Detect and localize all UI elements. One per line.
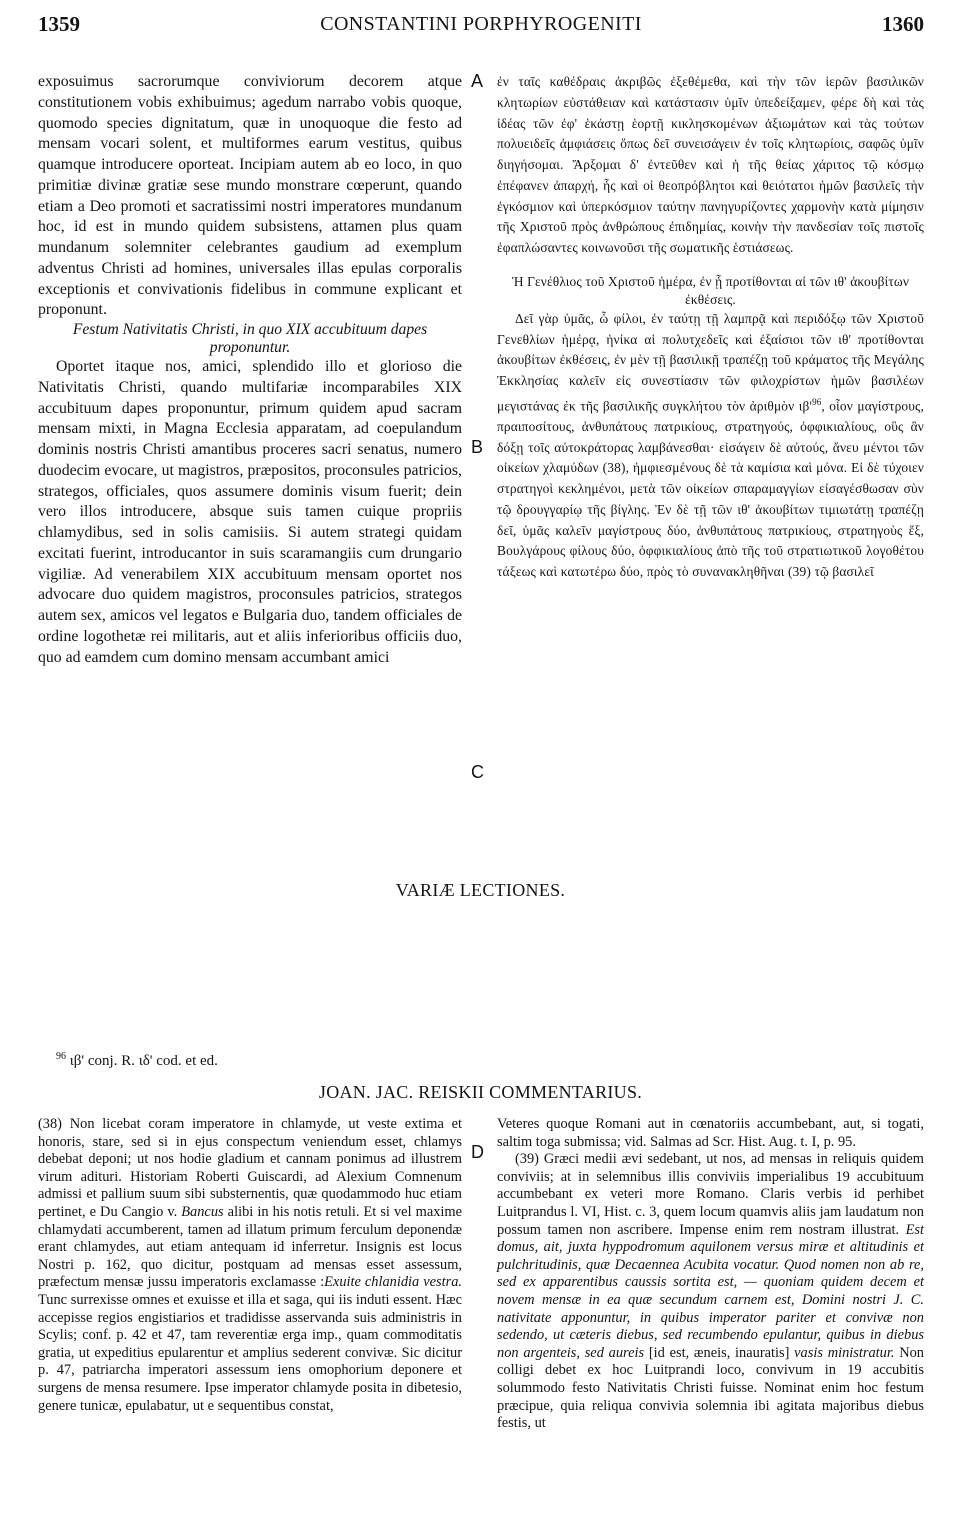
variant-number: 96 [56, 1051, 66, 1062]
greek-section-heading: Ἡ Γενέθλιος τοῦ Χριστοῦ ἡμέρα, ἐν ᾗ προτίθονται αἱ τῶν ιθ' ἀκουβίτων ἐκθέσεις. [511, 273, 910, 307]
margin-marker-b: B [471, 437, 484, 457]
footnote-ref-96: 96 [812, 396, 822, 407]
commentary-39-text-c: Non colligi debet ex hoc Luitprandi loco, convivum in 19 accubitis solummodo festo Nativitatis Christi fuisse. Nominat enim hoc festum præcipue, quia reliqua convivia solemnia ibi agitata majoribus diebus festis, ut [497, 1344, 925, 1432]
latin-paragraph-main: Oportet itaque nos, amici, splendido illo et glorioso die Nativitatis Christi, quando multifariæ incomparabiles XIX accubituum dapes proponuntur, primum quidem apud sacram mensam mixti, in Magna Ecclesia apparatam, ad coepulandum dominis nostris Christi amantibus proceres sacri senatus, numero duodecim evocare, ut magistros, præpositos, proconsules patricios, strategos, officiales, quos assumere dominis visum fuerit; dein vero illos introducere, absque suis tamen cuique propriis chlamydibus, sed in solis camisiis. Si autem strategi quidam excitati fuerint, introducantor in suis scaramangiis cum drungario vigiliæ. Ad venerabilem XIX accubituum mensam oportet nos advocare duo quidem magistros, proconsules patricios, strategos autem sex, amicos vel legatos e Bulgaria duo, tandem officiales de ordine logothetæ rei militaris, aut et aliis inferioribus officiis duo, quo ad eamdem cum domino mensam accumbant amici [38, 358, 462, 666]
commentary-note-39 [497, 1151, 924, 1433]
commentary-39-text-b: [id est, æneis, inauratis] [644, 1344, 795, 1361]
commentary-left-column [38, 1116, 462, 1415]
variant-reading [56, 1051, 218, 1070]
margin-marker-c: C [471, 762, 484, 782]
commentary-38-text-b: alibi in his notis retuli. Et si vel maxime chlamydati accumberent, tamen ad illatum primum ferculum deponendæ erant chlamydes, aut etiam antequam id inferretur. Insignis est locus Nostri p. 162, quo dicitur, postquam ad mensas esset assessum, præfectum mensæ jussu imperatoris exclamasse : [38, 1203, 462, 1291]
latin-paragraph-intro: exposuimus sacrorumque conviviorum decorem atque constitutionem vobis exhibuimus; agedum narrabo vobis quoque, quomodo species dignitatum, quæ in unoquoque die festo ad mensam vocari solent, et multiformes earum vestitus, quibus quamque introducere oporteat. Incipiam autem ab eo loco, in quo primitiæ divinæ gratiæ sese mundo monstrare cœperunt, quando etiam a Deo promoti et sacratissimi nostri imperatores mundanum hoc, id est in mundo quidem subsistens, attamen plus quam mundanum solemniter celebrantes gaudium ad exemplum adventus Christi ad homines, universales illas epulas corporalis exceptionis et convivationis fidelibus in commune explicant et proponunt. [38, 73, 462, 319]
commentary-39-text-a: (39) Græci medii ævi sedebant, ut nos, ad mensas in reliquis quidem conviviis; at in selemnibus illis conviviis imperialibus 19 accubituum accumbebant ex veteri more Romano. Claris verbis id perhibet Luitprandus l. VI, Hist. c. 3, quem locum quamvis aliis jam laudatum non possum tamen non ascribere. Impense enim rem nostram illustrat. [497, 1151, 924, 1238]
running-title: CONSTANTINI PORPHYROGENITI [320, 13, 642, 35]
greek-paragraph-main-b: , οἷον μαγίστρους, πραιποσίτους, ἀνθυπάτους πατρικίους, στρατηγούς, ὀφφικιαλίους, οὓς ἂν δόξῃ τοῖς αὐτοκράτορας λαμβάνεσθαι· εἰσάγειν δὲ αὐτούς, ἄνευ μέντοι τῶν οἰκείων χλαμύδων (38), ἠμφιεσμένους δὲ τὰ καμίσια καὶ μόνα. Εἰ δὲ τύχοιεν στρατηγοὶ κεκλημένοι, μετὰ τῶν οἰκείων σπαραμαγγίων εἰσαγέσθωσαν σὺν τῷ δρουγγαρίῳ τῆς βίγλης. Ἐν δὲ τῇ τῶν ιθ' ἀκουβίτων τιμιωτάτῃ τραπέζῃ δεῖ, ὑμᾶς καλεῖν μαγίστρους δύο, ἀνθυπάτους πατρικίους, στρατηγοὺς ἕξ, Βουλγάρους φίλους δύο, ὀφφικιαλίους ἀπὸ τῆς τοῦ στρατιωτικοῦ λογοθέτου τάξεως καὶ κατωτέρω δύο, πρὸς τὸ συνανακληθῆναι (39) τῷ βασιλεῖ [497, 398, 924, 580]
margin-marker-a: A [471, 71, 484, 91]
commentary-38-italic-a: Bancus [181, 1203, 224, 1220]
commentary-38-text-a: (38) Non licebat coram imperatore in chlamyde, ut veste extima et honoris, stare, sed si in ejus conspectum veniendum esset, chlamys debebat deponi; ut nos hodie gladium et cannam ponimus ad illustrem virum adituri. Historiam Roberti Guiscardi, ad Alexium Comnenum admissi et pallium suum sibi substernentis, quæ quodammodo huc etiam pertinet, e Du Cangio v. [38, 1116, 462, 1220]
margin-marker-d: D [471, 1142, 484, 1162]
commentary-39-italic-b: vasis ministratur. [794, 1344, 895, 1361]
commentary-title: JOAN. JAC. REISKII COMMENTARIUS. [318, 1082, 643, 1102]
commentary-38-italic-b: Exuite chlanidia vestra. [324, 1274, 463, 1291]
latin-section-heading: Festum Nativitatis Christi, in quo XIX accubituum dapes proponuntur. [72, 321, 428, 356]
variant-text: ιβ' conj. R. ιδ' cod. et ed. [69, 1053, 218, 1069]
variae-lectiones-title: VARIÆ LECTIONES. [395, 880, 566, 900]
commentary-right-column [497, 1116, 924, 1433]
page-number-left: 1359 [38, 12, 80, 36]
commentary-38-text-c: Tunc surrexisse omnes et exuisse et illa et saga, qui iis induti essent. Hæc accepisse regios engistiarios et tradidisse asservanda suis administris in Scylis; conf. p. 42 et 47, tam reverentiæ erga imp., quam commoditatis gratia, ut expeditius epularentur et amplius sederent convivæ. Sic dicitur p. 47, patriarcha imperatori assessum iens omophorium deponere et surgens de mensa resumere. Ipse imperator chlamyde posita in dibetesio, genere tunicæ, epulabatur, ut e sequentibus constat, [38, 1291, 462, 1414]
commentary-note-38 [38, 1116, 462, 1415]
commentary-continuation: Veteres quoque Romani aut in cœnatoriis accumbebant, aut, si togati, saltim toga submissa; vid. Salmas ad Scr. Hist. Aug. t. I, p. 95. [497, 1116, 924, 1150]
greek-paragraph-main-a: Δεῖ γὰρ ὑμᾶς, ὦ φίλοι, ἐν ταύτῃ τῇ λαμπρᾷ καὶ περιδόξῳ τῶν Χριστοῦ Γενεθλίων ἡμέρᾳ, ἡνίκα αἱ πολυτχεδεῖς καὶ ἐξαίσιοι τῶν ιθ' προτίθονται ἀκουβίτων ἐκθέσεις, ἐν μὲν τῇ βασιλικῇ τραπέζῃ τοῦ κράματος τῆς Μεγάλης Ἐκκλησίας καλεῖν εἰς συνεστίασιν τῶν φιλοχρίστων ἡμῶν βασιλέων μεγιστάνας ἐκ τῆς βασιλικῆς συγκλήτου τὸν ἀριθμὸν ιβ' [497, 310, 924, 414]
page-number-right: 1360 [882, 12, 924, 36]
commentary-39-italic-a: Est domus, ait, juxta hyppodromum aquilonem versus miræ et altitudinis et pulchritudinis, quæ Decaennea Acubita vocatur. Quod nomen non ab re, sed ex apparentibus caussis sortita est, — quoniam quidem decem et novem mensæ in ea quæ secundum carnem est, Domini nostri J. C. nativitate apponuntur, in quibus imperator pariter et convivæ non sedendo, ut cæteris diebus, sed recumbendo epulantur, quibus in diebus non argenteis, sed aureis [497, 1221, 924, 1361]
greek-paragraph-intro: ἐν ταῖς καθέδραις ἀκριβῶς ἐξεθέμεθα, καὶ τὴν τῶν ἱερῶν βασιλικῶν κλητωρίων εὐστάθειαν καὶ κατάστασιν ὑμῖν ὑπεδείξαμεν, φέρε δὴ καὶ τὰς ἰδέας τῶν ἐφ' ἑκάστῃ ἑορτῇ κικλησκομένων ἀξιωμάτων καὶ τὰς τούτων πολυειδεῖς ἀμφιάσεις ὅπως δεῖ συνεισάγειν ἐν τοῖς κλητωρίοις, σαφῶς ὑμῖν διηγήσομαι. Ἄρξομαι δ' ἐντεῦθεν καὶ ἡ τῆς θείας χάριτος τῷ κόσμῳ ἐπέφανεν ἀπαρχή, ἧς καὶ οἱ θεοπρόβλητοι καὶ θειότατοι ἡμῶν βασιλεῖς τὴν ἐγκόσμιον καὶ ὑπερκόσμιον ταύτην πανηγυρίζοντες χαρμονὴν κατὰ μίμησιν τῆς Χριστοῦ πρὸς ἀνθρώπους ἐπιδημίας, κοινὴν τὴν πανδεσίαν τοῖς πιστοῖς ἐφαπλώσαντες κοινωνοῦσι τῆς σωματικῆς ἑστιάσεως. [497, 74, 924, 255]
latin-column [38, 72, 462, 668]
greek-paragraph-main [497, 309, 924, 583]
running-header [38, 12, 924, 42]
greek-column [497, 72, 924, 583]
